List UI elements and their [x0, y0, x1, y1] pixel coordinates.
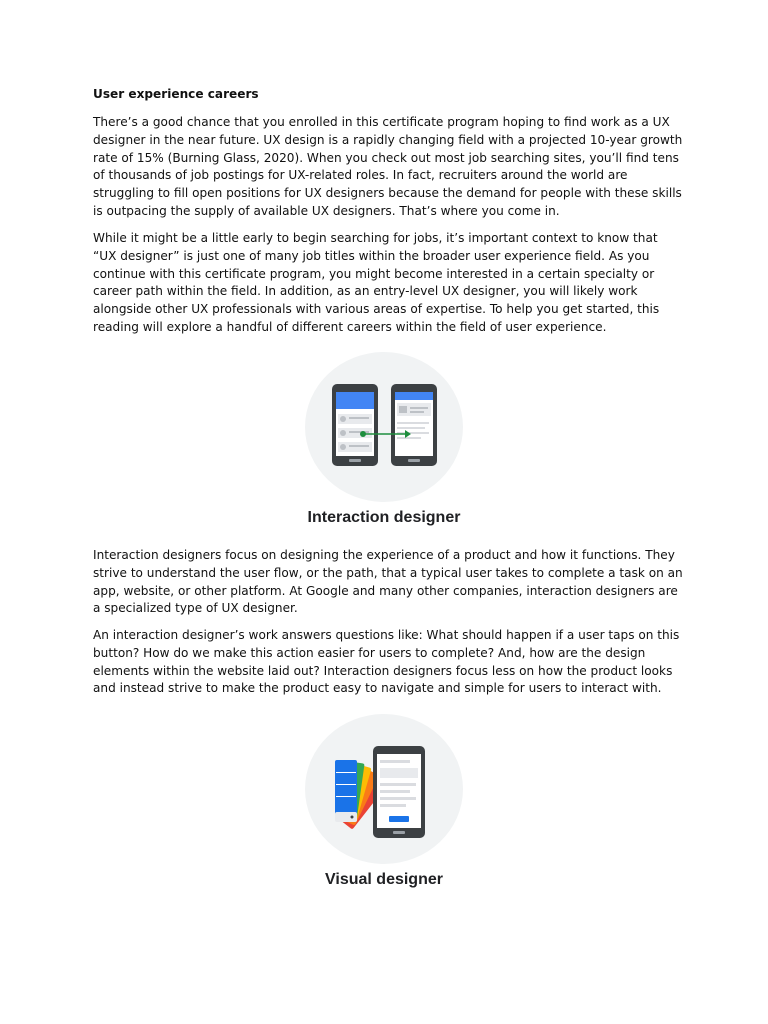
- two-phones-flow-icon: [305, 352, 463, 502]
- paragraph-intro: There’s a good chance that you enrolled in this certificate program hoping to find work as a UX designer in the near future. UX design is a rapidly changing field with a projected 10-year growth rate of 15% (Burning Glass, 2020). When you check out most job searching sites, you’ll find tens of thousands of job postings for UX-related roles. In fact, recruiters around the world are struggling to fill open positions for UX designers because the demand for people with these skills is outpacing the supply of available UX designers. That’s where you come in.: [93, 115, 683, 218]
- color-swatch-phone-icon: [305, 714, 463, 864]
- figure-interaction-designer: [288, 352, 480, 532]
- paragraph-context: While it might be a little early to begin searching for jobs, it’s important context to know that “UX designer” is just one of many job titles within the broader user experience field. As you continue with this certificate program, you might become interested in a certain specialty or career path within the field. In addition, as an entry-level UX designer, you will likely work alongside other UX professionals with various areas of expertise. To help you get started, this reading will explore a handful of different careers within the field of user experience.: [93, 231, 660, 334]
- paragraph-interaction-definition: Interaction designers focus on designing the experience of a product and how it functions. They strive to understand the user flow, or the path, that a typical user takes to complete a task on an app, website, or other platform. At Google and many other companies, interaction designers are a specialized type of UX designer.: [93, 548, 683, 616]
- figure-visual-designer: [288, 714, 480, 894]
- figure-caption: Interaction designer: [307, 509, 461, 526]
- paragraph-interaction-questions: An interaction designer’s work answers questions like: What should happen if a user taps on this button? How do we make this action easier for users to complete? And, how are the design elements within the website laid out? Interaction designers focus less on how the product looks and instead strive to make the product easy to navigate and simple for users to interact with.: [93, 628, 680, 696]
- figure-caption: Visual designer: [325, 871, 443, 888]
- section-heading: User experience careers: [93, 87, 259, 101]
